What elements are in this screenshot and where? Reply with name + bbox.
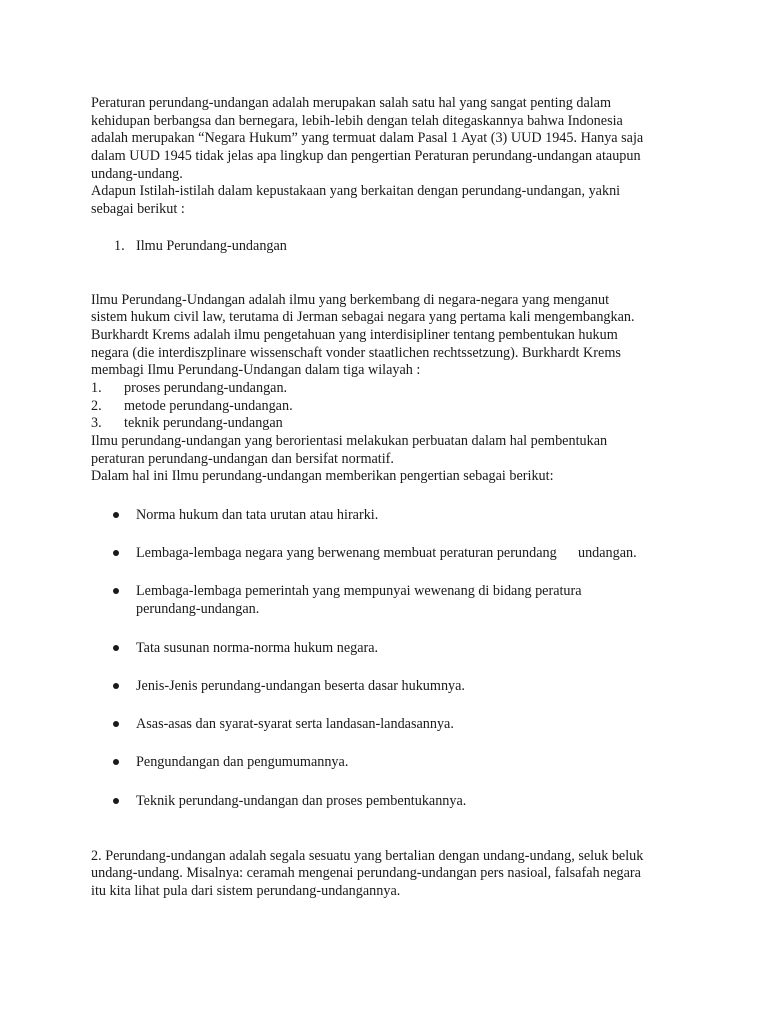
para1-line: negara (die interdiszplinare wissenschaft vonder staatlichen rechtssetzung). Burkhardt Krems: [91, 345, 621, 361]
bullet-text: Teknik perundang-undangan dan proses pembentukannya.: [136, 793, 467, 809]
intro-line: adalah merupakan “Negara Hukum” yang termuat dalam Pasal 1 Ayat (3) UUD 1945. Hanya saja: [91, 130, 644, 146]
bullet-dot-icon: [113, 721, 119, 727]
area-item: [91, 398, 293, 415]
para1-line: Burkhardt Krems adalah ilmu pengetahuan yang interdisipliner tentang pembentukan hukum: [91, 327, 618, 343]
intro-line: undang-undang.: [91, 166, 183, 182]
bullet-text: Jenis-Jenis perundang-undangan beserta dasar hukumnya.: [136, 678, 465, 694]
bullet-dot-icon: [113, 798, 119, 804]
para3-line: 2. Perundang-undangan adalah segala sesuatu yang bertalian dengan undang-undang, seluk beluk: [91, 848, 644, 864]
bullet-dot-icon: [113, 550, 119, 556]
para3-line: undang-undang. Misalnya: ceramah mengenai perundang-undangan pers nasioal, falsafah negara: [91, 865, 641, 881]
intro-line: kehidupan berbangsa dan bernegara, lebih-lebih dengan telah ditegaskannya bahwa Indonesia: [91, 113, 623, 129]
area-text: metode perundang-undangan.: [124, 398, 293, 414]
intro-line: sebagai berikut :: [91, 201, 185, 217]
bullet-text: Norma hukum dan tata urutan atau hirarki.: [136, 507, 379, 523]
bullet-dot-icon: [113, 645, 119, 651]
bullet-dot-icon: [113, 759, 119, 765]
para2-line: peraturan perundang-undangan dan bersifat normatif.: [91, 451, 394, 467]
para1-line: sistem hukum civil law, terutama di Jerman sebagai negara yang pertama kali mengembangkan.: [91, 309, 635, 325]
area-item: [91, 380, 287, 397]
heading-number: 1.: [114, 238, 125, 254]
para1-line: Ilmu Perundang-Undangan adalah ilmu yang berkembang di negara-negara yang menganut: [91, 292, 610, 308]
intro-line: dalam UUD 1945 tidak jelas apa lingkup dan pengertian Peraturan perundang-undangan ataupun: [91, 148, 641, 164]
bullet-dot-icon: [113, 588, 119, 594]
bullet-text: Lembaga-lembaga negara yang berwenang membuat peraturan perundang undangan.: [136, 545, 637, 561]
area-number: 3.: [91, 415, 102, 431]
bullet-dot-icon: [113, 683, 119, 689]
para2-line: Dalam hal ini Ilmu perundang-undangan memberikan pengertian sebagai berikut:: [91, 468, 554, 484]
para3-line: itu kita lihat pula dari sistem perundang-undangannya.: [91, 883, 401, 899]
area-number: 1.: [91, 380, 102, 396]
heading-text: Ilmu Perundang-undangan: [136, 238, 287, 254]
area-text: proses perundang-undangan.: [124, 380, 288, 396]
bullet-text: perundang-undangan.: [136, 601, 260, 617]
bullet-text: Pengundangan dan pengumumannya.: [136, 754, 349, 770]
area-text: teknik perundang-undangan: [124, 415, 283, 431]
intro-line: Adapun Istilah-istilah dalam kepustakaan yang berkaitan dengan perundang-undangan, yakni: [91, 183, 621, 199]
bullet-dot-icon: [113, 512, 119, 518]
bullet-text: Tata susunan norma-norma hukum negara.: [136, 640, 379, 656]
section-heading-1: [114, 238, 287, 255]
para2-line: Ilmu perundang-undangan yang berorientasi melakukan perbuatan dalam hal pembentukan: [91, 433, 608, 449]
bullet-text: Asas-asas dan syarat-syarat serta landasan-landasannya.: [136, 716, 454, 732]
area-item: [91, 415, 283, 432]
area-number: 2.: [91, 398, 102, 414]
intro-line: Peraturan perundang-undangan adalah merupakan salah satu hal yang sangat penting dalam: [91, 95, 612, 111]
bullet-text: Lembaga-lembaga pemerintah yang mempunyai wewenang di bidang peratura: [136, 583, 582, 599]
para1-line: membagi Ilmu Perundang-Undangan dalam tiga wilayah :: [91, 362, 421, 378]
